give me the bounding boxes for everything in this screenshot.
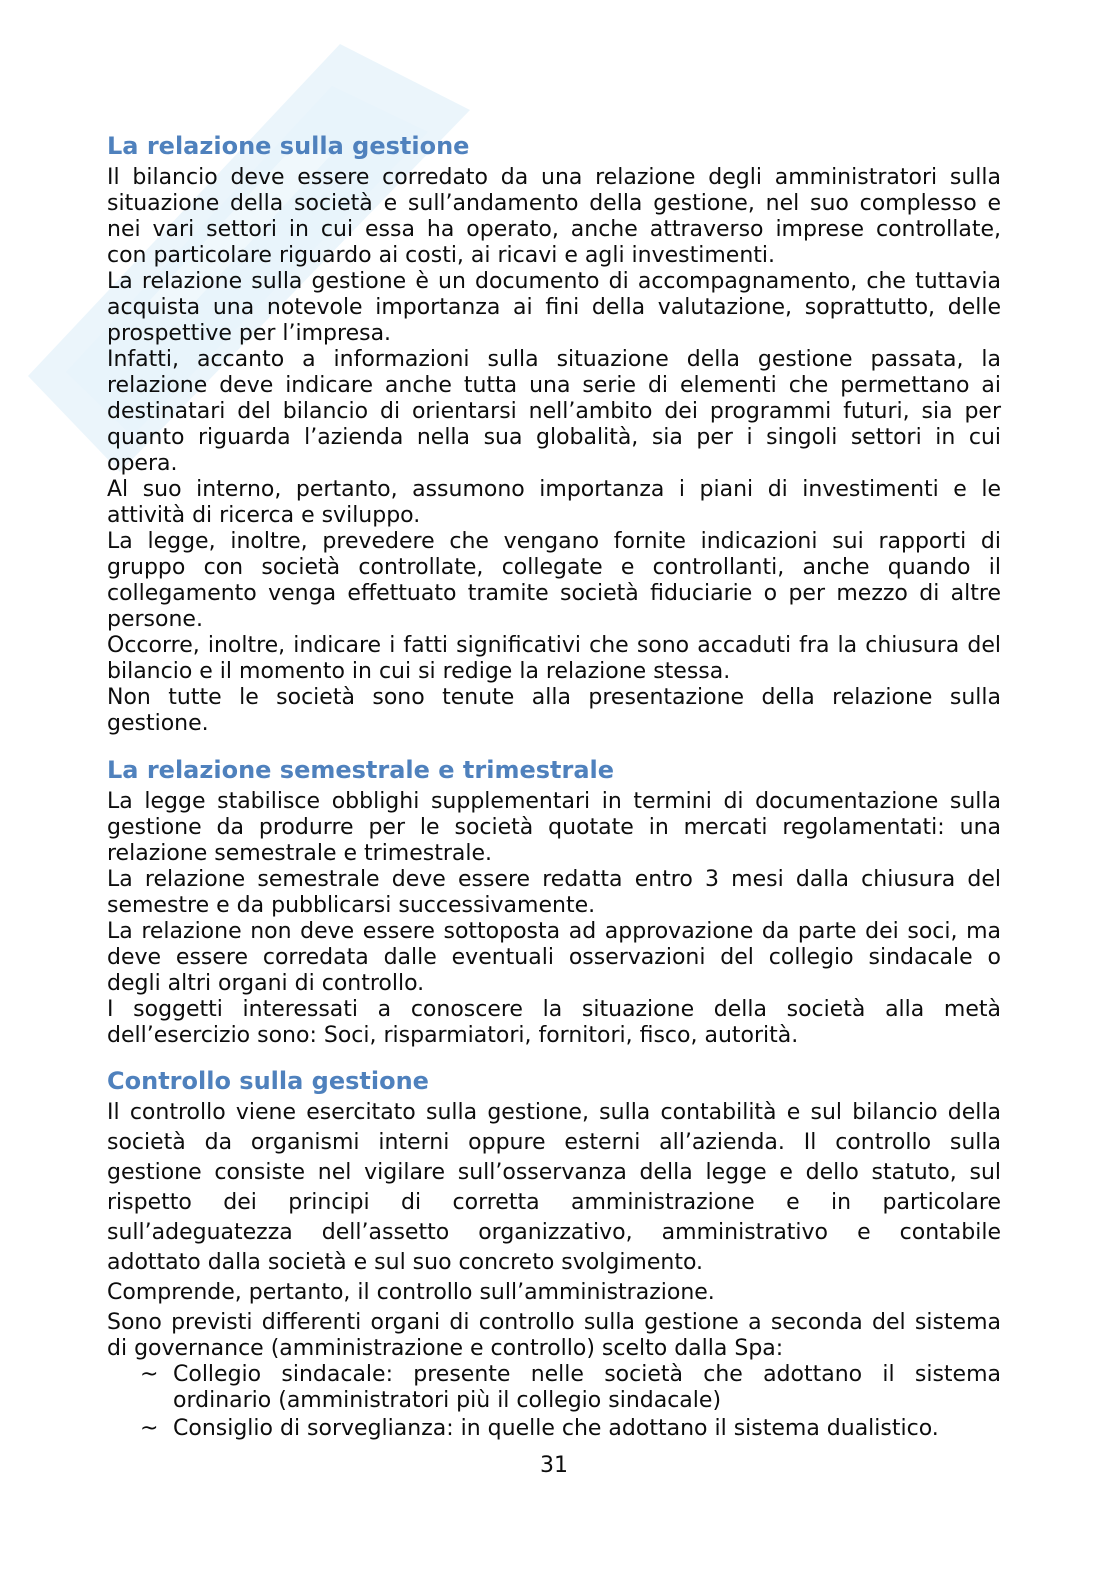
section-body-relazione-gestione (107, 165, 1001, 737)
text-line: I soggetti interessati a conoscere la situazione della società alla metà (107, 997, 1001, 1022)
bullet-list (107, 1362, 1001, 1442)
text-line: nei vari settori in cui essa ha operato, anche attraverso imprese controllate, (107, 217, 1001, 242)
section-body-relazione-semestrale (107, 789, 1001, 1049)
paragraph (107, 789, 1001, 867)
paragraph (107, 477, 1001, 529)
text-line: Consiglio di sorveglianza: in quelle che adottano il sistema dualistico. (173, 1416, 939, 1441)
text-line: rispetto dei principi di corretta amministrazione e in particolare (107, 1190, 1001, 1215)
list-item (107, 1416, 1001, 1442)
text-line: relazione semestrale e trimestrale. (107, 841, 493, 866)
text-line: prospettive per l’impresa. (107, 321, 392, 346)
paragraph (107, 997, 1001, 1049)
paragraph (107, 633, 1001, 685)
page-number: 31 (540, 1453, 568, 1478)
text-line: La relazione sulla gestione è un documento di accompagnamento, che tuttavia (107, 269, 1001, 294)
text-line: Al suo interno, pertanto, assumono importanza i piani di investimenti e le (107, 477, 1001, 502)
text-line: gestione da produrre per le società quotate in mercati regolamentati: una (107, 815, 1001, 840)
text-line: attività di ricerca e sviluppo. (107, 503, 421, 528)
tilde-bullet: ~ (140, 1416, 159, 1441)
text-line: Comprende, pertanto, il controllo sull’amministrazione. (107, 1280, 715, 1305)
text-line: Collegio sindacale: presente nelle società che adottano il sistema (173, 1362, 1001, 1387)
section-heading-controllo-gestione: Controllo sulla gestione (107, 1067, 429, 1095)
text-line: Infatti, accanto a informazioni sulla situazione della gestione passata, la (107, 347, 1001, 372)
text-line: La legge, inoltre, prevedere che vengano fornite indicazioni sui rapporti di (107, 529, 1001, 554)
section-heading-relazione-semestrale: La relazione semestrale e trimestrale (107, 756, 615, 784)
text-line: bilancio e il momento in cui si redige la relazione stessa. (107, 659, 731, 684)
paragraph (107, 529, 1001, 633)
text-line: Non tutte le società sono tenute alla presentazione della relazione sulla (107, 685, 1001, 710)
text-line: opera. (107, 451, 178, 476)
text-line: quanto riguarda l’azienda nella sua globalità, sia per i singoli settori in cui (107, 425, 1001, 450)
text-line: adottato dalla società e sul suo concreto svolgimento. (107, 1250, 704, 1275)
text-line: ordinario (amministratori più il collegio sindacale) (173, 1388, 722, 1413)
text-line: relazione deve indicare anche tutta una serie di elementi che permettano ai (107, 373, 1001, 398)
text-line: gruppo con società controllate, collegate e controllanti, anche quando il (107, 555, 1001, 580)
text-line: collegamento venga effettuato tramite società fiduciarie o per mezzo di altre (107, 581, 1001, 606)
section-heading-relazione-gestione: La relazione sulla gestione (107, 132, 470, 160)
tilde-bullet: ~ (140, 1362, 159, 1387)
paragraph (107, 1278, 1001, 1308)
text-line: La legge stabilisce obblighi supplementari in termini di documentazione sulla (107, 789, 1001, 814)
text-line: dell’esercizio sono: Soci, risparmiatori, fornitori, fisco, autorità. (107, 1023, 799, 1048)
text-line: Il controllo viene esercitato sulla gestione, sulla contabilità e sul bilancio della (107, 1100, 1001, 1125)
paragraph (107, 867, 1001, 919)
text-line: sull’adeguatezza dell’assetto organizzativo, amministrativo e contabile (107, 1220, 1001, 1245)
text-line: gestione consiste nel vigilare sull’osservanza della legge e dello statuto, sul (107, 1160, 1001, 1185)
text-line: acquista una notevole importanza ai fini della valutazione, soprattutto, delle (107, 295, 1001, 320)
text-line: La relazione semestrale deve essere redatta entro 3 mesi dalla chiusura del (107, 867, 1001, 892)
list-item (107, 1362, 1001, 1414)
text-line: gestione. (107, 711, 209, 736)
text-line: persone. (107, 607, 203, 632)
text-line: Il bilancio deve essere corredato da una relazione degli amministratori sulla (107, 165, 1001, 190)
text-line: società da organismi interni oppure esterni all’azienda. Il controllo sulla (107, 1130, 1001, 1155)
text-line: semestre e da pubblicarsi successivamente. (107, 893, 596, 918)
paragraph (107, 919, 1001, 997)
text-line: destinatari del bilancio di orientarsi nell’ambito dei programmi futuri, sia per (107, 399, 1001, 424)
paragraph (107, 165, 1001, 269)
text-line: situazione della società e sull’andamento della gestione, nel suo complesso e (107, 191, 1001, 216)
text-line: di governance (amministrazione e controllo) scelto dalla Spa: (107, 1336, 784, 1361)
paragraph (107, 269, 1001, 347)
paragraph (107, 347, 1001, 477)
text-line: La relazione non deve essere sottoposta ad approvazione da parte dei soci, ma (107, 919, 1001, 944)
text-line: deve essere corredata dalle eventuali osservazioni del collegio sindacale o (107, 945, 1001, 970)
text-line: Sono previsti differenti organi di controllo sulla gestione a seconda del sistema (107, 1310, 1001, 1335)
text-line: degli altri organi di controllo. (107, 971, 425, 996)
text-line: con particolare riguardo ai costi, ai ricavi e agli investimenti. (107, 243, 776, 268)
paragraph (107, 1310, 1001, 1362)
section-body-controllo-gestione (107, 1098, 1001, 1442)
text-line: Occorre, inoltre, indicare i fatti significativi che sono accaduti fra la chiusura del (107, 633, 1001, 658)
paragraph (107, 685, 1001, 737)
paragraph (107, 1098, 1001, 1278)
